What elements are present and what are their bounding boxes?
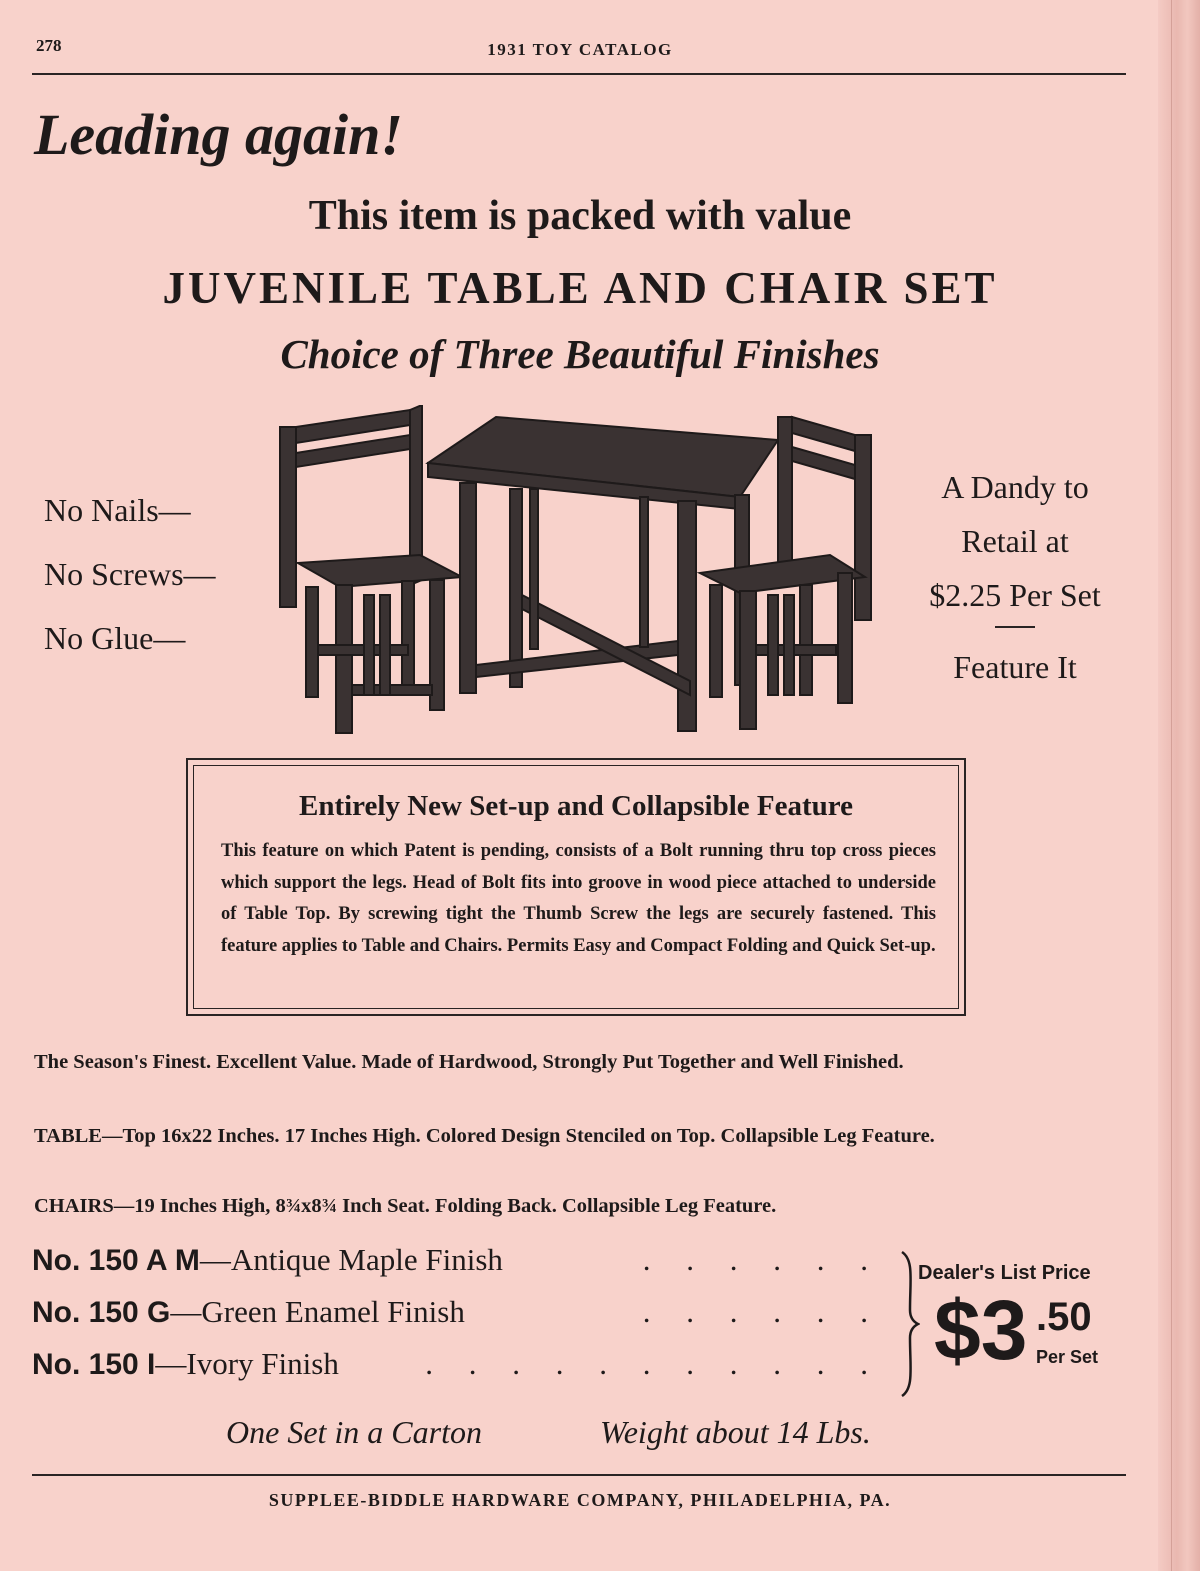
item-number: No. 150 G — [32, 1296, 171, 1329]
price-unit: Per Set — [1036, 1347, 1099, 1367]
retail-divider — [995, 626, 1035, 628]
footer-company: SUPPLEE-BIDDLE HARDWARE COMPANY, PHILADELPHIA, PA. — [268, 1490, 892, 1510]
feature-no-glue: No Glue— — [44, 620, 186, 656]
item-finish: —Ivory Finish — [155, 1346, 339, 1381]
price-dollars: $3 — [934, 1283, 1028, 1377]
weight-note: Weight about 14 Lbs. — [600, 1414, 871, 1450]
subhead: This item is packed with value — [308, 193, 852, 239]
item-finish: —Green Enamel Finish — [170, 1294, 465, 1329]
dealer-list-price-label: Dealer's List Price — [918, 1262, 1091, 1284]
item-leader-dots: . . . . . . — [642, 1242, 882, 1277]
closing-brace — [880, 1250, 920, 1398]
description-table: TABLE—Top 16x22 Inches. 17 Inches High. Colored Design Stenciled on Top. Collapsible Leg Feature. — [34, 1125, 935, 1147]
page-spine — [1158, 0, 1200, 1571]
running-title: 1931 TOY CATALOG — [487, 40, 673, 59]
item-number: No. 150 A M — [32, 1244, 200, 1277]
item-row — [32, 1346, 882, 1398]
header-rule — [32, 73, 1126, 75]
feature-no-nails: No Nails— — [44, 492, 191, 528]
feature-box — [186, 758, 966, 1016]
price-cents: .50 — [1036, 1295, 1092, 1339]
headline: Leading again! — [34, 102, 403, 167]
description-chairs: CHAIRS—19 Inches High, 8¾x8¾ Inch Seat. Folding Back. Collapsible Leg Feature. — [34, 1195, 777, 1217]
description-general: The Season's Finest. Excellent Value. Made of Hardwood, Strongly Put Together and Well Finished. — [34, 1051, 904, 1073]
item-row — [32, 1294, 882, 1346]
retail-block — [895, 460, 1135, 694]
carton-note: One Set in a Carton — [226, 1414, 482, 1450]
retail-line-1: A Dandy to — [941, 469, 1089, 505]
table-and-chairs-illustration — [270, 405, 890, 735]
item-finish: —Antique Maple Finish — [199, 1242, 503, 1277]
finish-choice: Choice of Three Beautiful Finishes — [280, 331, 880, 377]
item-leader-dots: . . . . . . — [642, 1294, 882, 1329]
retail-line-2: Retail at — [961, 523, 1069, 559]
item-number: No. 150 I — [32, 1348, 156, 1381]
feature-box-title: Entirely New Set-up and Collapsible Feature — [299, 790, 853, 822]
feature-no-screws: No Screws— — [44, 556, 216, 592]
left-chair-image — [280, 405, 462, 733]
item-row — [32, 1242, 882, 1294]
item-list — [32, 1242, 882, 1398]
spine-edge — [1171, 0, 1172, 1571]
product-title: JUVENILE TABLE AND CHAIR SET — [162, 263, 998, 313]
feature-box-text: This feature on which Patent is pending, consists of a Bolt running thru top cross pieces which support the legs. Head of Bolt fits into groove in wood piece attached to underside of Table Top. By screwing tight the Thumb Screw the legs are securely fastened. This feature applies to Table and Chairs. Permits Easy and Compact Folding and Quick Set-up. — [221, 841, 936, 956]
page-number: 278 — [36, 36, 62, 55]
item-leader-dots: . . . . . . . . . . . — [425, 1346, 882, 1381]
retail-line-4: Feature It — [953, 649, 1077, 685]
features-left-list — [44, 478, 216, 670]
retail-price: $2.25 Per Set — [929, 577, 1101, 613]
footer-rule — [32, 1474, 1126, 1476]
